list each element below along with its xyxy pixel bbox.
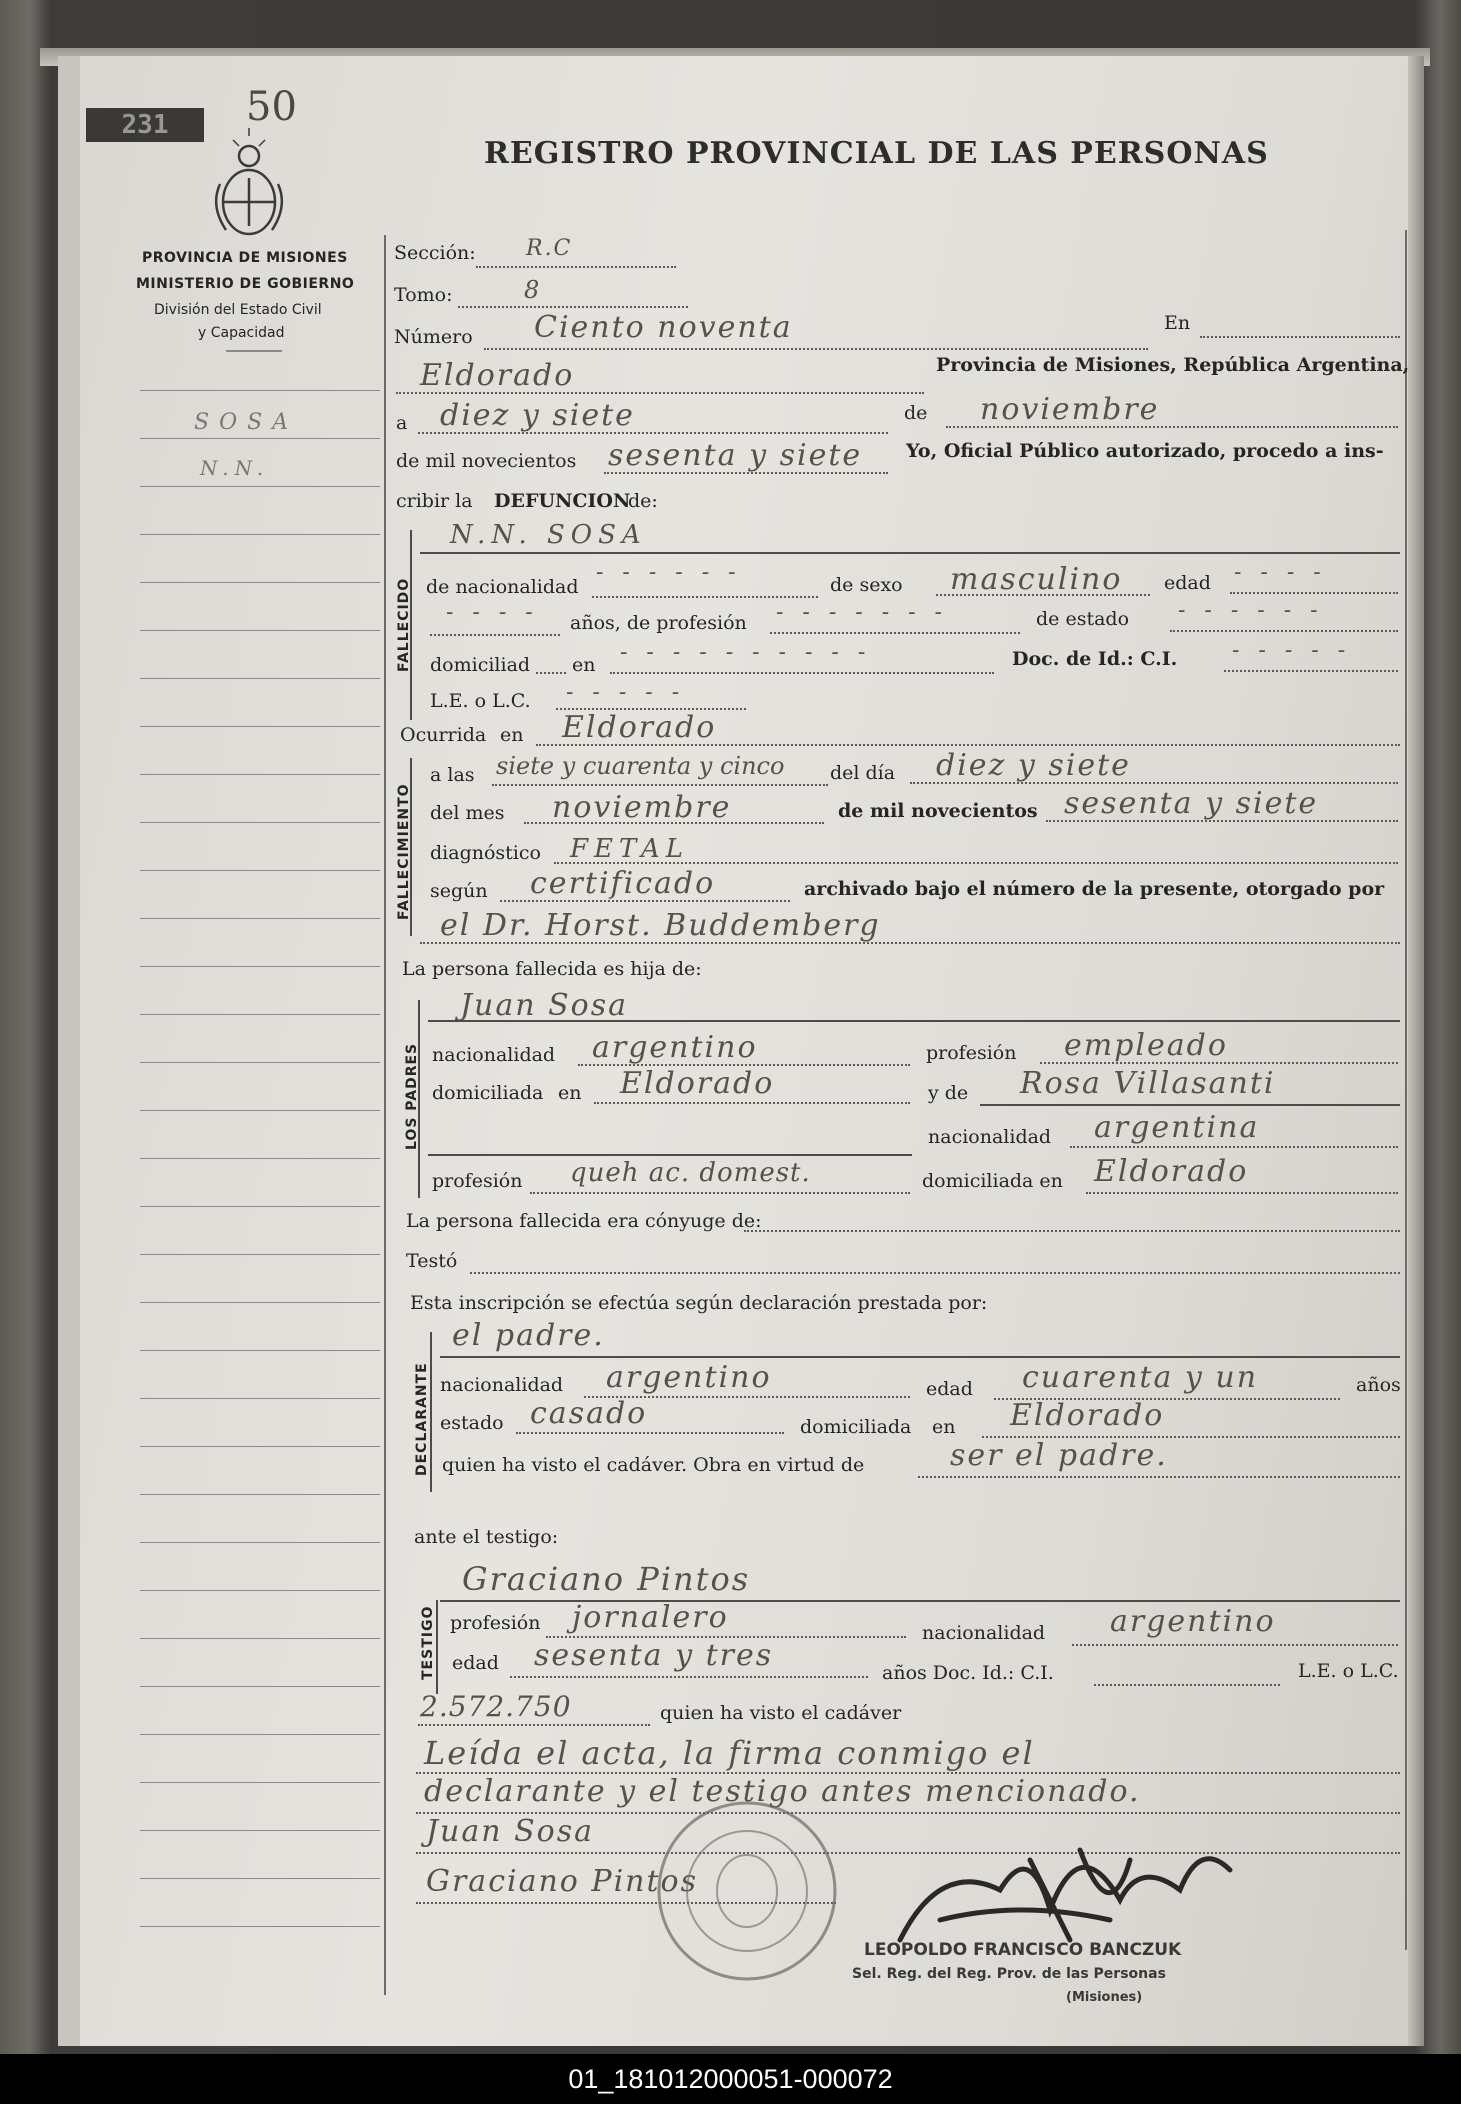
fallecido-sexo-value: masculino (950, 562, 1123, 597)
section-testigo: TESTIGO (420, 1605, 436, 1680)
dotted-line (420, 942, 1400, 944)
fallecido-le-label: L.E. o L.C. (430, 690, 531, 712)
dotted-line (492, 784, 828, 786)
dotted-line (476, 266, 676, 268)
dotted-line (530, 1192, 910, 1194)
provincia-text: Provincia de Misiones, República Argentina, (936, 354, 1410, 376)
dotted-line (1070, 1146, 1398, 1148)
dotted-line (430, 634, 560, 636)
fallecimiento-mes-label: del mes (430, 802, 505, 824)
office-province: PROVINCIA DE MISIONES (142, 250, 348, 266)
dotted-line (1072, 1644, 1398, 1646)
numero-value: Ciento noventa (534, 310, 793, 345)
fallecimiento-diag-value: FETAL (570, 834, 689, 864)
testigo-prof-label: profesión (450, 1612, 541, 1634)
footer-caption: 01_181012000051-000072 (0, 2054, 1461, 2104)
conyuge-label: La persona fallecida era cónyuge de: (406, 1210, 762, 1232)
official-seal-icon (652, 1796, 842, 1986)
padre-dom-label: domiciliada (432, 1082, 544, 1104)
fallecido-nac-label: de nacionalidad (426, 576, 579, 598)
tomo-value: 8 (524, 276, 542, 304)
fallecimiento-alas-label: a las (430, 764, 475, 786)
dotted-line (510, 1676, 868, 1678)
fallecimiento-anio-value: sesenta y siete (1064, 786, 1319, 821)
section-padres: LOS PADRES (404, 1042, 420, 1150)
dotted-line (516, 1432, 784, 1434)
padre-dom-value: Eldorado (620, 1066, 775, 1101)
padres-intro: La persona fallecida es hija de: (402, 958, 702, 980)
padre-prof-label: profesión (926, 1042, 1017, 1064)
fallecido-nac-value: - - - - - - (596, 560, 742, 585)
fallecido-dom-en: en (572, 654, 596, 676)
declarante-anios-label: años (1356, 1374, 1401, 1396)
declarante-nac-value: argentino (606, 1360, 772, 1395)
defuncion-de: de: (628, 490, 658, 512)
testigo-doc-value: 2.572.750 (420, 1690, 572, 1723)
right-border (1405, 230, 1407, 1950)
office-underline (226, 350, 282, 352)
anio-label: de mil novecientos (396, 450, 577, 472)
testigo-anios-label: años Doc. Id.: C.I. (882, 1662, 1054, 1684)
ocurrida-en: en (500, 724, 524, 746)
lugar-value: Eldorado (420, 358, 575, 393)
padre-nac-value: argentino (592, 1030, 758, 1065)
numero-label: Número (394, 326, 473, 348)
testigo-prof-value: jornalero (572, 1600, 729, 1635)
oficial-nombre: LEOPOLDO FRANCISCO BANCZUK (864, 1940, 1182, 1960)
madre-nac-value: argentina (1094, 1110, 1260, 1145)
declarante-intro: Esta inscripción se efectúa según declaración prestada por: (410, 1292, 988, 1314)
page-title: REGISTRO PROVINCIAL DE LAS PERSONAS (484, 136, 1269, 171)
cierre-line1: Leída el acta, la firma conmigo el (424, 1734, 1035, 1772)
dotted-line (1230, 592, 1398, 594)
section-fallecido: FALLECIDO (396, 577, 412, 672)
en-label: En (1164, 312, 1191, 334)
cierre-line2: declarante y el testigo antes mencionado. (424, 1774, 1141, 1809)
dotted-line (594, 1102, 910, 1104)
declarante-edad-label: edad (926, 1378, 973, 1400)
de-label: de (904, 402, 928, 424)
dotted-line (918, 1476, 1400, 1478)
fallecimiento-segun-label: según (430, 880, 488, 902)
testigo-intro: ante el testigo: (414, 1526, 559, 1548)
fallecido-sexo-label: de sexo (830, 574, 903, 596)
declarante-nac-label: nacionalidad (440, 1374, 564, 1396)
padre-nombre: Juan Sosa (460, 988, 628, 1023)
fallecimiento-mes-value: noviembre (552, 790, 732, 825)
dotted-line (610, 672, 994, 674)
office-ministry: MINISTERIO DE GOBIERNO (136, 276, 355, 292)
office-capacity: y Capacidad (198, 325, 285, 341)
section-bracket (436, 1600, 438, 1694)
padre-prof-value: empleado (1064, 1028, 1228, 1063)
dotted-line (910, 782, 1398, 784)
testigo-nombre: Graciano Pintos (462, 1560, 751, 1598)
dotted-line (770, 632, 1020, 634)
dotted-line (946, 426, 1398, 428)
folio-stamp: 231 (86, 108, 204, 142)
dotted-line (500, 900, 790, 902)
cribir-text: cribir la (396, 490, 473, 512)
fallecido-profesion-value: - - - - - - - (776, 600, 948, 625)
fallecido-edad-value: - - - - (1234, 560, 1327, 585)
dotted-line (418, 1724, 650, 1726)
fallecimiento-medico-value: el Dr. Horst. Buddemberg (440, 908, 881, 943)
dotted-line (484, 348, 1148, 350)
fallecido-nombre-rule (420, 552, 1400, 554)
testigo-edad-label: edad (452, 1652, 499, 1674)
section-fallecimiento: FALLECIMIENTO (396, 783, 412, 920)
fallecido-anios-label: años, de profesión (570, 612, 747, 634)
fallecido-anios-value: - - - - (446, 600, 539, 625)
dotted-line (1040, 1062, 1398, 1064)
testigo-le-label: L.E. o L.C. (1298, 1660, 1399, 1682)
testigo-visto-label: quien ha visto el cadáver (660, 1702, 902, 1724)
padre-dom-en: en (558, 1082, 582, 1104)
dia-value: diez y siete (440, 398, 635, 433)
declarante-dom-value: Eldorado (1010, 1398, 1165, 1433)
dotted-line (524, 822, 824, 824)
fallecido-doc-value: - - - - - (1232, 638, 1352, 663)
dotted-line (536, 744, 1400, 746)
testigo-nac-value: argentino (1110, 1604, 1276, 1639)
fallecido-edad-label: edad (1164, 572, 1211, 594)
office-division: División del Estado Civil (154, 302, 322, 318)
seccion-label: Sección: (394, 242, 476, 264)
madre-dom-label: domiciliada en (922, 1170, 1063, 1192)
dotted-line (396, 392, 924, 394)
madre-nombre-rule (980, 1104, 1400, 1106)
margin-note-surname: SOSA (194, 410, 299, 435)
margin-divider (384, 235, 386, 1995)
dotted-line (536, 672, 566, 674)
dotted-line (1224, 670, 1398, 672)
dotted-line (1086, 1192, 1398, 1194)
fallecimiento-del-dia-label: del día (830, 762, 896, 784)
dotted-line (1046, 820, 1398, 822)
page-edge-shadow (1408, 56, 1424, 2046)
tomo-label: Tomo: (394, 284, 453, 306)
fallecido-doc-label: Doc. de Id.: C.I. (1012, 648, 1178, 670)
padres-mid-rule (428, 1154, 912, 1156)
mes-value: noviembre (980, 392, 1160, 427)
fallecimiento-anio-label: de mil novecientos (838, 800, 1038, 822)
dotted-line (418, 432, 888, 434)
fallecido-dom-label: domiciliad (430, 654, 531, 676)
dotted-line (592, 596, 818, 598)
declarante-visto-label: quien ha visto el cadáver. Obra en virtud de (442, 1454, 865, 1476)
fallecimiento-segun-value: certificado (530, 866, 716, 901)
defuncion-text: DEFUNCION (494, 490, 631, 512)
padre-nombre-rule (428, 1020, 1400, 1022)
anio-value: sesenta y siete (608, 438, 863, 473)
padre-nac-label: nacionalidad (432, 1044, 556, 1066)
fallecimiento-hora-value: siete y cuarenta y cinco (496, 752, 785, 780)
declarante-dom-en: en (932, 1416, 956, 1438)
oficial-text: Yo, Oficial Público autorizado, procedo a ins- (906, 440, 1384, 462)
madre-prof-value: queh ac. domest. (570, 1158, 811, 1188)
officer-signature-icon (880, 1800, 1260, 1960)
fallecido-dom-value: - - - - - - - - - - (620, 640, 872, 665)
declarante-nombre: el padre. (452, 1318, 605, 1353)
dotted-line (554, 862, 1398, 864)
declarante-nombre-rule (440, 1356, 1400, 1358)
dotted-line (1170, 630, 1398, 632)
firma-declarante: Juan Sosa (426, 1814, 594, 1849)
testigo-nac-label: nacionalidad (922, 1622, 1046, 1644)
fallecido-nombre: N.N. SOSA (450, 520, 647, 550)
declarante-edad-value: cuarenta y un (1022, 1360, 1259, 1395)
declarante-dom-label: domiciliada (800, 1416, 912, 1438)
testigo-edad-value: sesenta y tres (534, 1638, 774, 1673)
madre-nac-label: nacionalidad (928, 1126, 1052, 1148)
coat-of-arms-icon (208, 126, 290, 242)
fallecido-le-value: - - - - - (566, 680, 686, 705)
madre-prof-label: profesión (432, 1170, 523, 1192)
dotted-line (1094, 1684, 1280, 1686)
declarante-estado-label: estado (440, 1412, 504, 1434)
seccion-value: R.C (526, 236, 573, 261)
madre-yde-label: y de (928, 1082, 969, 1104)
dotted-line (470, 1272, 1400, 1274)
dotted-line (744, 1230, 1400, 1232)
declarante-visto-value: ser el padre. (950, 1438, 1168, 1473)
madre-nombre: Rosa Villasanti (1020, 1066, 1276, 1101)
ocurrida-value: Eldorado (562, 710, 717, 745)
fallecido-estado-label: de estado (1036, 608, 1130, 630)
ocurrida-label: Ocurrida (400, 724, 487, 746)
dotted-line (1200, 336, 1400, 338)
dotted-line (936, 594, 1150, 596)
fallecimiento-archivado-text: archivado bajo el número de la presente, otorgado por (804, 878, 1385, 900)
oficial-provincia: (Misiones) (1066, 1990, 1143, 2005)
fallecimiento-diag-label: diagnóstico (430, 842, 541, 864)
section-bracket (430, 1332, 432, 1492)
fallecido-estado-value: - - - - - - (1178, 598, 1324, 623)
oficial-cargo: Sel. Reg. del Reg. Prov. de las Personas (852, 1966, 1166, 1982)
testo-label: Testó (406, 1250, 458, 1272)
section-declarante: DECLARANTE (414, 1362, 430, 1476)
declarante-estado-value: casado (530, 1396, 648, 1431)
page-number: 50 (246, 84, 297, 130)
madre-dom-value: Eldorado (1094, 1154, 1249, 1189)
dotted-line (604, 472, 888, 474)
fallecimiento-dia-value: diez y siete (936, 748, 1131, 783)
dotted-line (458, 306, 688, 308)
firma-testigo: Graciano Pintos (426, 1864, 699, 1899)
margin-note-given: N.N. (200, 456, 270, 480)
a-label: a (396, 412, 408, 434)
